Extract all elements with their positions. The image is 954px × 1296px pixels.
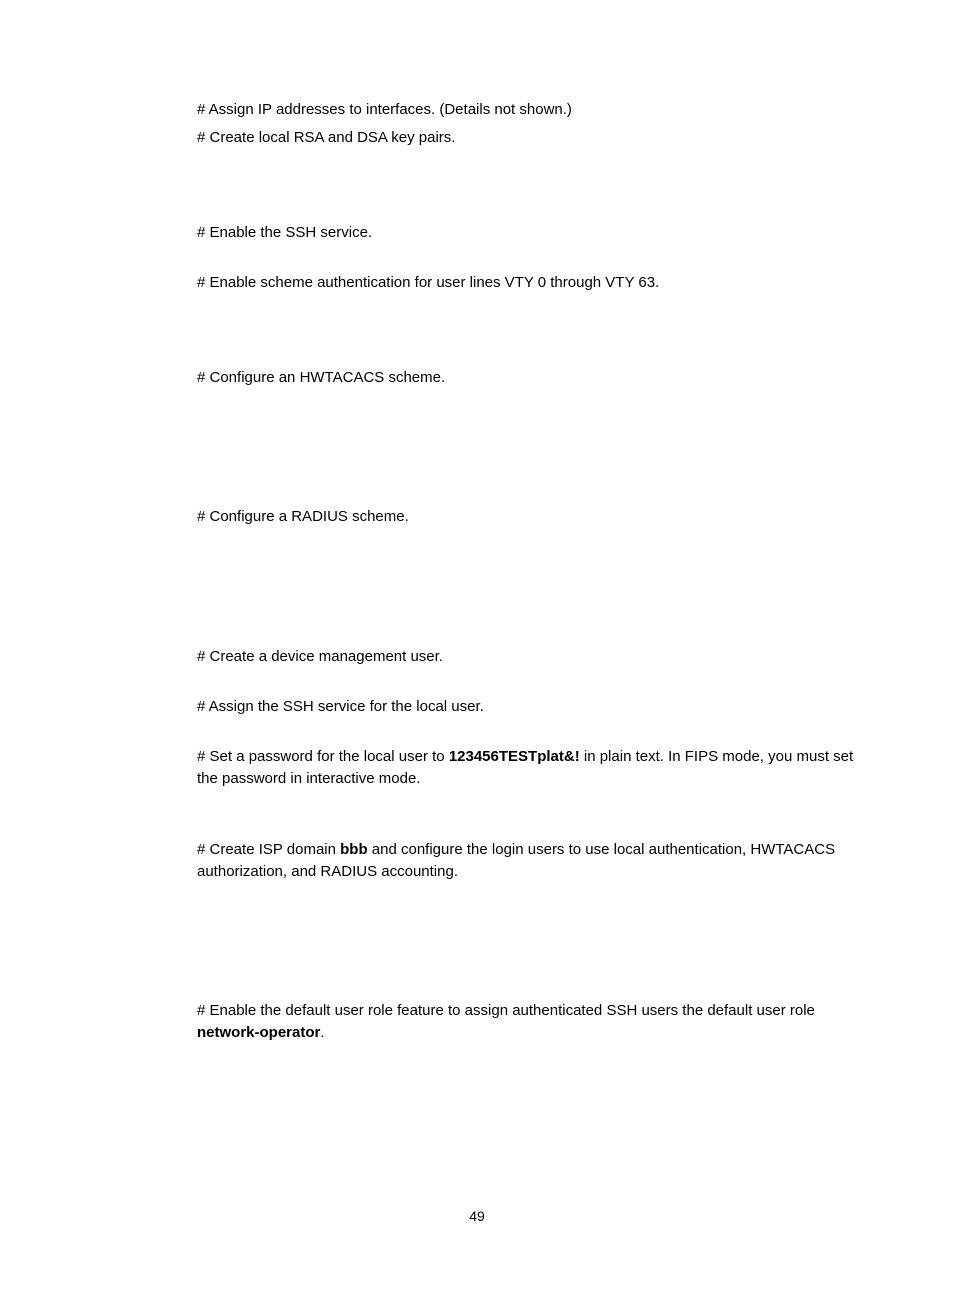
step-enable-default-role — [197, 1000, 869, 1043]
page-number: 49 — [469, 1208, 485, 1224]
step-set-password-post: in plain text. In FIPS mode, you must set the password in interactive mode. — [197, 748, 854, 787]
step-assign-ssh-service: # Assign the SSH service for the local user. — [197, 698, 484, 715]
step-create-isp-domain — [197, 839, 869, 882]
step-set-password — [197, 746, 869, 789]
step-create-key-pairs: # Create local RSA and DSA key pairs. — [197, 129, 456, 146]
step-enable-default-role-post: . — [320, 1023, 325, 1041]
step-create-isp-domain-pre: # Create ISP domain — [197, 841, 341, 858]
step-create-isp-domain-post: and configure the login users to use local authentication, HWTACACS authorization, and RADIUS accounting. — [197, 841, 836, 880]
step-enable-ssh: # Enable the SSH service. — [197, 224, 373, 241]
step-set-password-pre: # Set a password for the local user to — [197, 748, 449, 765]
step-enable-default-role-pre: # Enable the default user role feature to assign authenticated SSH users the default user role — [197, 1002, 815, 1019]
step-configure-hwtacacs: # Configure an HWTACACS scheme. — [197, 369, 446, 386]
step-enable-scheme-auth: # Enable scheme authentication for user lines VTY 0 through VTY 63. — [197, 274, 660, 291]
step-create-user: # Create a device management user. — [197, 648, 443, 665]
step-configure-radius: # Configure a RADIUS scheme. — [197, 508, 409, 525]
step-assign-ip: # Assign IP addresses to interfaces. (Details not shown.) — [197, 101, 572, 118]
domain-name: bbb — [340, 841, 368, 858]
password-value: 123456TESTplat&! — [448, 748, 580, 765]
default-role-name: network-operator — [197, 1023, 321, 1041]
